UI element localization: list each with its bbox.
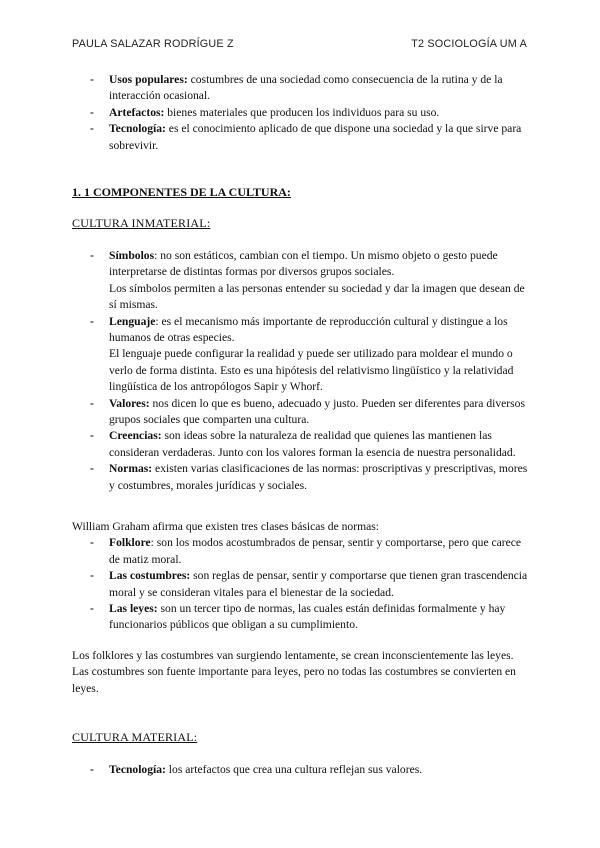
material-section — [72, 762, 532, 778]
graham-section — [72, 519, 532, 634]
list-item — [72, 72, 532, 105]
list-item — [72, 121, 532, 154]
list-item — [72, 314, 532, 396]
intro-section — [72, 72, 532, 154]
graham-list — [72, 535, 532, 633]
closing-paragraphs — [72, 648, 532, 697]
list-item — [72, 535, 532, 568]
term: Las costumbres: — [109, 569, 191, 583]
list-item — [72, 248, 532, 314]
list-item — [72, 601, 532, 634]
term: Las leyes: — [109, 602, 158, 616]
definition: : son los modos acostumbrados de pensar, sentir y comportarse, pero que carece de matiz moral. — [109, 536, 522, 566]
material-heading: CULTURA MATERIAL: — [72, 730, 198, 744]
list-item — [72, 461, 532, 494]
material-list — [72, 762, 532, 778]
definition: : es el mecanismo más importante de reproducción cultural y distingue a los humanos de otras especies. — [109, 314, 508, 345]
definition: bienes materiales que producen los individuos para su uso. — [164, 105, 440, 119]
inmaterial-section — [72, 248, 532, 494]
list-item — [72, 568, 532, 601]
paragraph: Los folklores y las costumbres van surgiendo lentamente, se crean inconscientemente las leyes. — [72, 649, 514, 662]
list-item — [72, 762, 532, 778]
term: Valores: — [109, 396, 150, 410]
definition: es el conocimiento aplicado de que dispone una sociedad y la que sirve para sobrevivir. — [109, 122, 522, 152]
definition: : no son estáticos, cambian con el tiempo. Un mismo objeto o gesto puede interpretarse de distintas formas por diversos grupos sociales. — [109, 249, 498, 279]
term: Creencias: — [109, 429, 162, 443]
list-item — [72, 428, 532, 461]
definition: costumbres de una sociedad como consecuencia de la rutina y de la interacción ocasional. — [109, 73, 503, 103]
additional-note: Los símbolos permiten a las personas entender su sociedad y dar la imagen que desean de sí mismas. — [109, 281, 525, 312]
inmaterial-heading: CULTURA INMATERIAL: — [72, 216, 211, 230]
definition: existen varias clasificaciones de las normas: proscriptivas y prescriptivas, mores y costumbres, morales jurídicas y sociales. — [109, 462, 528, 492]
intro-list — [72, 72, 532, 154]
graham-intro: William Graham afirma que existen tres clases básicas de normas: — [72, 520, 379, 533]
course-title: T2 SOCIOLOGÍA UM A — [411, 38, 527, 50]
term: Lenguaje — [109, 314, 156, 328]
definition: son reglas de pensar, sentir y comportarse que tienen gran trascendencia moral y se consideran vitales para el bienestar de la sociedad. — [109, 569, 528, 599]
term: Folklore — [109, 536, 151, 550]
paragraph: Las costumbres son fuente importante para leyes, pero no todas las costumbres se convierten en leyes. — [72, 665, 516, 695]
term: Tecnología: — [109, 122, 166, 136]
page-header — [72, 36, 527, 52]
author-name: PAULA SALAZAR RODRÍGUE Z — [72, 38, 234, 50]
definition: son ideas sobre la naturaleza de realidad que quienes las mantienen las consideran verdaderas. Junto con los valores forman la esencia de nuestra personalidad. — [109, 429, 516, 459]
definition: nos dicen lo que es bueno, adecuado y justo. Pueden ser diferentes para diversos grupos sociales que comparten una cultura. — [109, 396, 525, 427]
definition: los artefactos que crea una cultura reflejan sus valores. — [165, 763, 423, 776]
term: Tecnología: — [109, 763, 166, 776]
inmaterial-list — [72, 248, 532, 494]
definition: son un tercer tipo de normas, las cuales están definidas formalmente y hay funcionarios públicos que obligan a su cumplimiento. — [109, 602, 506, 632]
section-title: 1. 1 COMPONENTES DE LA CULTURA: — [72, 185, 291, 199]
term: Símbolos — [109, 249, 155, 262]
list-item — [72, 396, 532, 429]
term: Normas: — [109, 462, 153, 476]
term: Usos populares: — [109, 73, 188, 86]
additional-note: El lenguaje puede configurar la realidad y puede ser utilizado para moldear el mundo o verlo de forma distinta. Esto es una hipótesis del relativismo lingüístico y la relatividad lingüística de los antropólogos Sapir y Whorf. — [109, 347, 514, 394]
list-item — [72, 105, 532, 121]
term: Artefactos: — [109, 105, 165, 119]
